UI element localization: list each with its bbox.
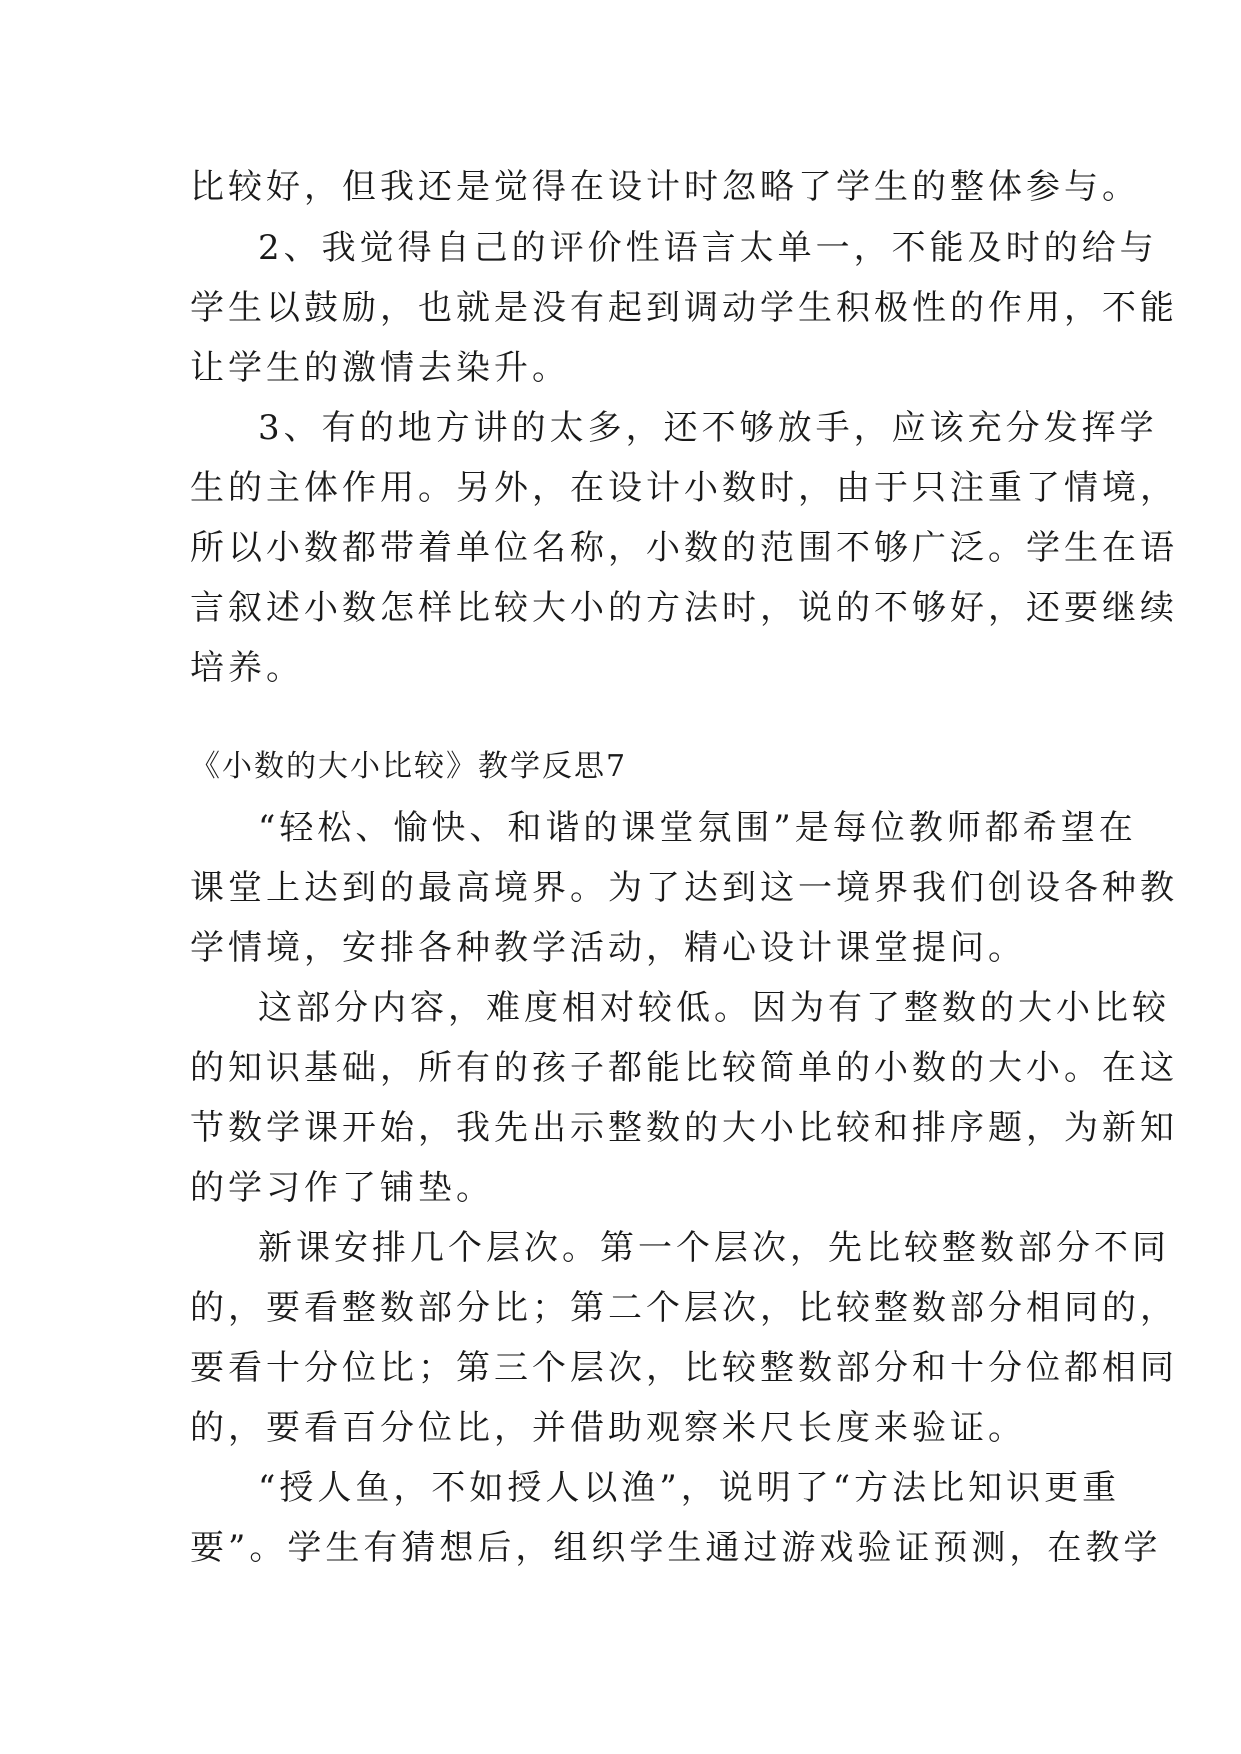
paragraph-line: 这部分内容，难度相对较低。因为有了整数的大小比较 bbox=[258, 988, 1170, 1028]
paragraph-line: 学情境，安排各种教学活动，精心设计课堂提问。 bbox=[190, 928, 1026, 968]
paragraph-line: 2、我觉得自己的评价性语言太单一，不能及时的给与 bbox=[258, 228, 1158, 268]
paragraph-line: 的，要看整数部分比；第二个层次，比较整数部分相同的， bbox=[190, 1288, 1178, 1328]
paragraph-line: 比较好，但我还是觉得在设计时忽略了学生的整体参与。 bbox=[190, 167, 1140, 207]
paragraph-line: “授人鱼，不如授人以渔”，说明了“方法比知识更重 bbox=[258, 1468, 1121, 1508]
paragraph-line: 的学习作了铺垫。 bbox=[190, 1168, 494, 1208]
paragraph-line: 的，要看百分位比，并借助观察米尺长度来验证。 bbox=[190, 1408, 1026, 1448]
paragraph-line: 所以小数都带着单位名称，小数的范围不够广泛。学生在语 bbox=[190, 528, 1178, 568]
paragraph-line: 培养。 bbox=[190, 648, 304, 688]
paragraph-line: 的知识基础，所有的孩子都能比较简单的小数的大小。在这 bbox=[190, 1048, 1178, 1088]
paragraph-line: 言叙述小数怎样比较大小的方法时，说的不够好，还要继续 bbox=[190, 588, 1178, 628]
paragraph-line: 新课安排几个层次。第一个层次，先比较整数部分不同 bbox=[258, 1228, 1170, 1268]
paragraph-line: 要”。学生有猜想后，组织学生通过游戏验证预测，在教学 bbox=[190, 1528, 1162, 1568]
paragraph-line: 课堂上达到的最高境界。为了达到这一境界我们创设各种教 bbox=[190, 868, 1178, 908]
paragraph-line: 要看十分位比；第三个层次，比较整数部分和十分位都相同 bbox=[190, 1348, 1178, 1388]
paragraph-line: 3、有的地方讲的太多，还不够放手，应该充分发挥学 bbox=[258, 408, 1158, 448]
paragraph-line: 学生以鼓励，也就是没有起到调动学生积极性的作用，不能 bbox=[190, 288, 1178, 328]
section-heading: 《小数的大小比较》教学反思7 bbox=[190, 749, 628, 784]
paragraph-line: 让学生的激情去染升。 bbox=[190, 348, 570, 388]
paragraph-line: 节数学课开始，我先出示整数的大小比较和排序题，为新知 bbox=[190, 1108, 1178, 1148]
paragraph-line: “轻松、愉快、和谐的课堂氛围”是每位教师都希望在 bbox=[258, 808, 1137, 848]
paragraph-line: 生的主体作用。另外，在设计小数时，由于只注重了情境， bbox=[190, 468, 1178, 508]
